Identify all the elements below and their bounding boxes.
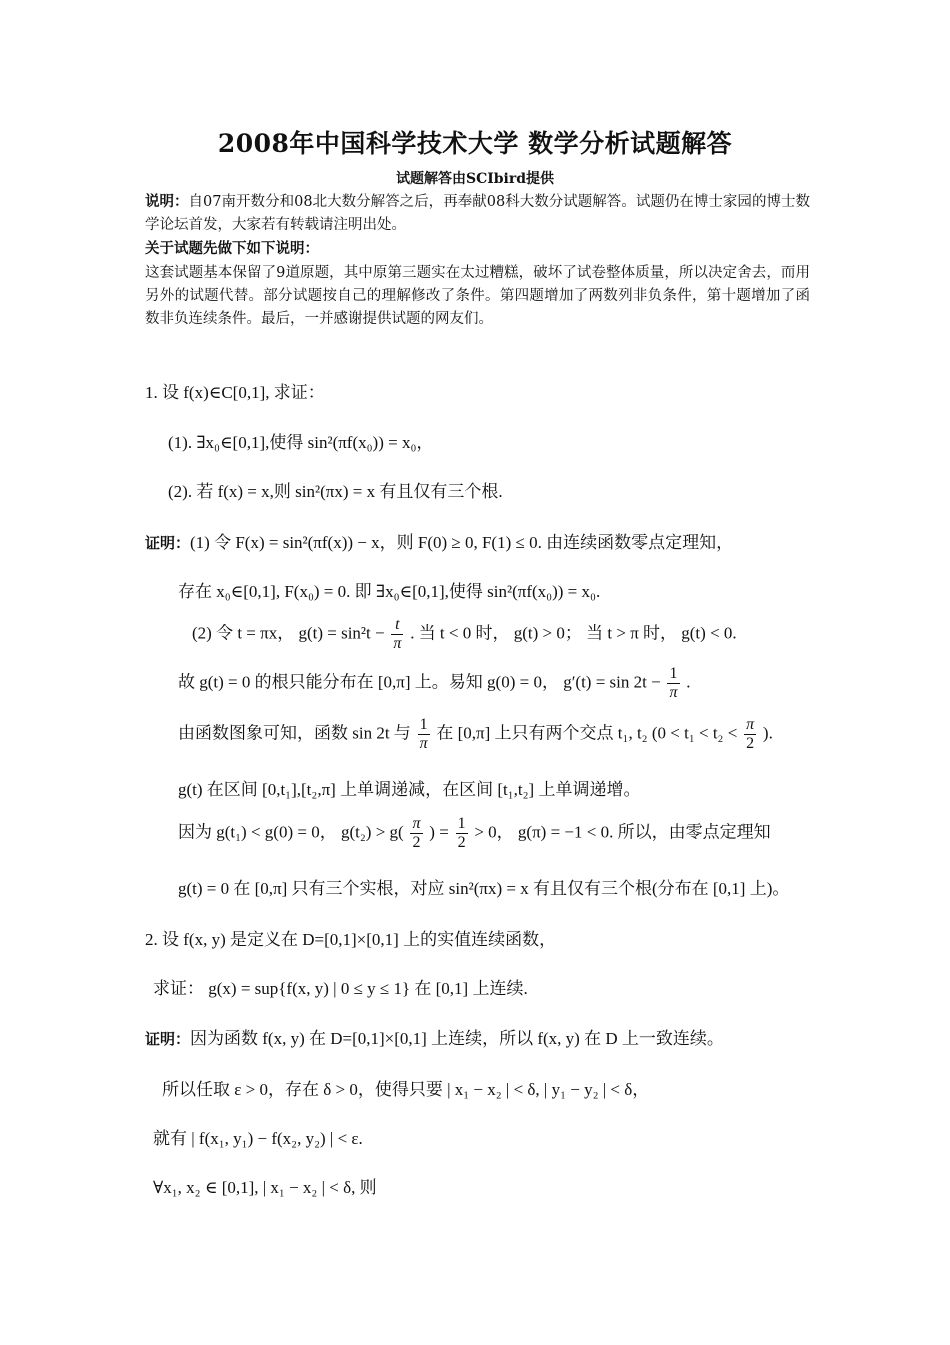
note-paragraph xyxy=(145,190,810,237)
proof-1-line-3: (2) 令 t = πx， g(t) = sin²t − $\frac{t}{\pi}$ . 当 t < 0 时， g(t) > 0； 当 t > π 时， g(t) < 0. xyxy=(192,616,737,652)
proof-1-line-1: 证明：(1) 令 F(x) = sin²(πf(x)) − x，则 F(0) ≥ 0, F(1) ≤ 0. 由连续函数零点定理知， xyxy=(145,533,734,552)
problem-1-part-1: (1). ∃x₀∈[0,1],使得 sin²(πf(x₀)) = x₀， xyxy=(168,433,434,452)
fraction-one-over-pi-2: $\frac{1}{\pi}$ xyxy=(419,716,428,752)
page-title: 2008年中国科学技术大学 数学分析试题解答 xyxy=(217,129,733,158)
problem-2-statement: 2. 设 f(x, y) 是定义在 D=[0,1]×[0,1] 上的实值连续函数， xyxy=(145,930,557,949)
proof-2-line-4: ∀x₁, x₂ ∈ [0,1], | x₁ − x₂ | < δ, 则 xyxy=(153,1178,377,1197)
fraction-t-over-pi: $\frac{t}{\pi}$ xyxy=(393,616,402,652)
fraction-one-half: $\frac{1}{2}$ xyxy=(457,815,466,851)
proof-1-line-6: g(t) 在区间 [0,t₁],[t₂,π] 上单调递减，在区间 [t₁,t₂] 上单调递增。 xyxy=(178,780,641,799)
problem-2-claim: 求证： g(x) = sup{f(x, y) | 0 ≤ y ≤ 1} 在 [0,1] 上连续. xyxy=(153,979,528,998)
prelude-heading: 关于试题先做下如下说明： xyxy=(145,240,319,257)
fraction-one-over-pi: $\frac{1}{\pi}$ xyxy=(669,665,678,701)
note-text: 自07南开数分和08北大数分解答之后，再奉献08科大数分试题解答。试题仍在博士家园的博士数学论坛首发，大家若有转载请注明出处。 xyxy=(145,194,810,233)
proof-2-line-1: 证明：因为函数 f(x, y) 在 D=[0,1]×[0,1] 上连续，所以 f(x, y) 在 D 上一致连续。 xyxy=(145,1029,724,1048)
problem-1-statement: 1. 设 f(x)∈C[0,1], 求证： xyxy=(145,383,325,402)
proof-2-line-2: 所以任取 ε > 0，存在 δ > 0，使得只要 | x₁ − x₂ | < δ, | y₁ − y₂ | < δ， xyxy=(162,1080,650,1099)
proof-1-line-8: g(t) = 0 在 [0,π] 只有三个实根，对应 sin²(πx) = x 有且仅有三个根(分布在 [0,1] 上)。 xyxy=(178,879,790,898)
fraction-pi-over-2: $\frac{\pi}{2}$ xyxy=(746,716,755,752)
page-subtitle: 试题解答由SCIbird提供 xyxy=(395,171,555,187)
proof-2-line-3: 就有 | f(x₁, y₁) − f(x₂, y₂) | < ε. xyxy=(153,1129,363,1148)
proof-1-line-5: 由函数图象可知，函数 sin 2t 与 $\frac{1}{\pi}$ 在 [0,π] 上只有两个交点 t₁, t₂ (0 < t₁ < t₂ < $\frac{\pi}{2}$ ). xyxy=(178,716,773,752)
problem-1-part-2: (2). 若 f(x) = x,则 sin²(πx) = x 有且仅有三个根. xyxy=(168,482,503,501)
proof-1-label: 证明： xyxy=(145,534,191,552)
proof-2-label: 证明： xyxy=(145,1030,191,1048)
proof-1-line-2: 存在 x₀∈[0,1], F(x₀) = 0. 即 ∃x₀∈[0,1],使得 sin²(πf(x₀)) = x₀. xyxy=(178,582,601,601)
proof-1-line-7: 因为 g(t₁) < g(0) = 0， g(t₂) > g( $\frac{\pi}{2}$ ) = $\frac{1}{2}$ > 0， g(π) = −1 < 0. 所以，由零点定理知 xyxy=(178,815,771,851)
note-label: 说明： xyxy=(145,193,189,210)
prelude-paragraph: 这套试题基本保留了9道原题，其中原第三题实在太过糟糕，破坏了试卷整体质量，所以决定舍去，而用另外的试题代替。部分试题按自己的理解修改了条件。第四题增加了两数列非负条件，第十题增加了函数非负连续条件。最后，一并感谢提供试题的网友们。 xyxy=(145,265,810,327)
fraction-pi-over-2-b: $\frac{\pi}{2}$ xyxy=(412,815,421,851)
proof-1-line-4: 故 g(t) = 0 的根只能分布在 [0,π] 上。易知 g(0) = 0， g′(t) = sin 2t − $\frac{1}{\pi}$ . xyxy=(178,665,691,701)
